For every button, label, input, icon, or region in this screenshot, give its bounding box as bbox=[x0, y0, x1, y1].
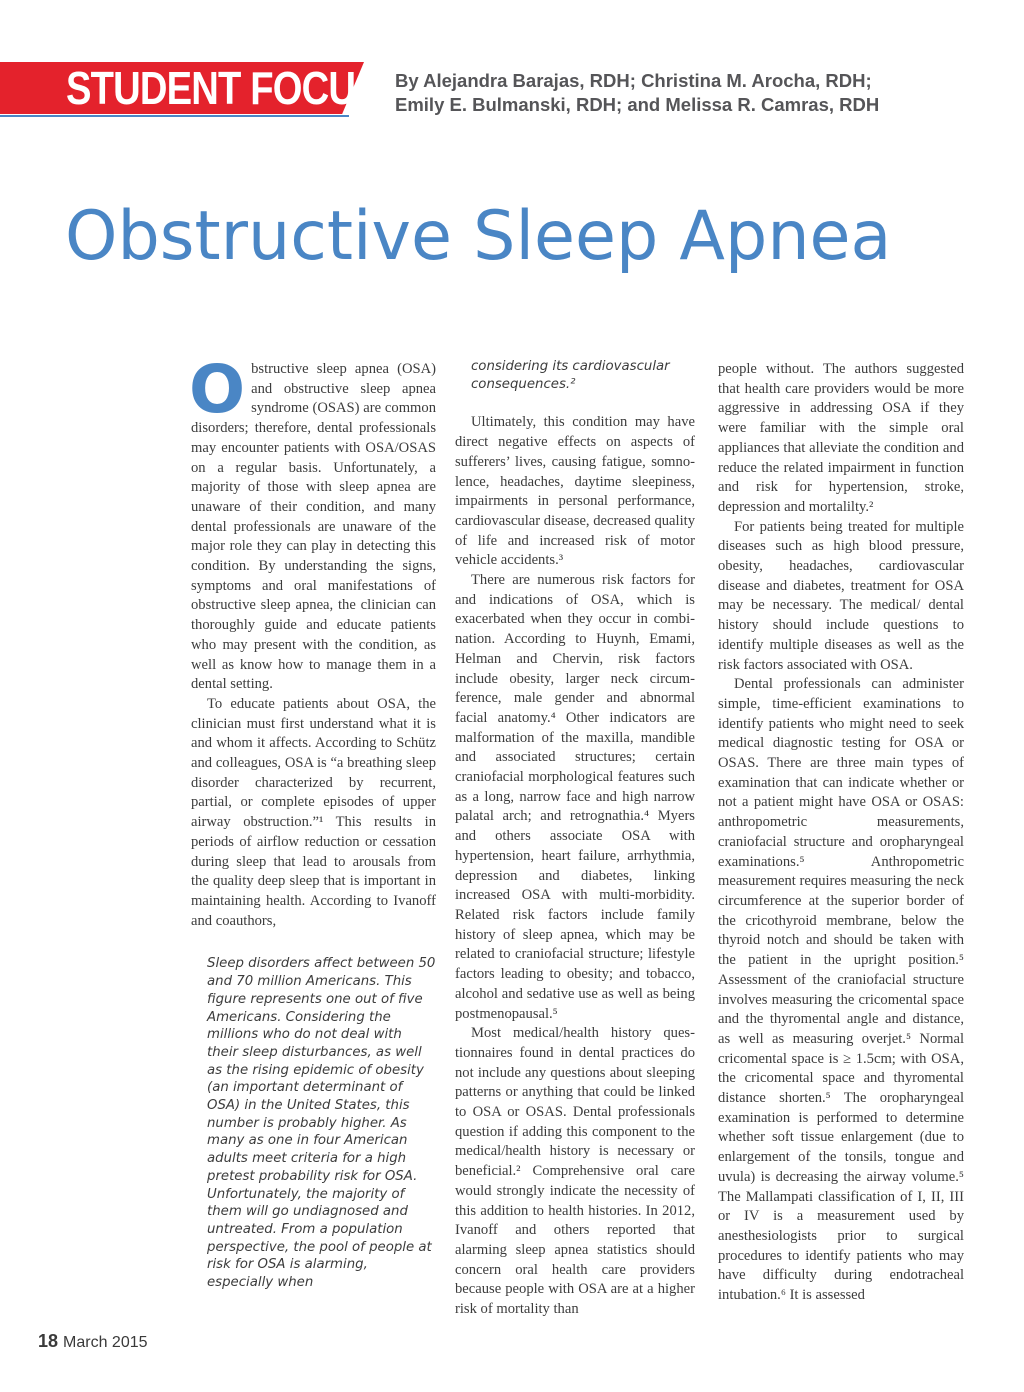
author-byline bbox=[395, 69, 955, 117]
page-footer bbox=[38, 1331, 148, 1352]
article-title: Obstructive Sleep Apnea bbox=[65, 197, 892, 276]
paragraph: people without. The authors suggested that health care providers would be more aggressive in addressing OSA if they were familiar with the simple oral appliances that alleviate the condition and reduce the related impairment in function and risk for hypertension, stroke, depression and mortalilty.² bbox=[718, 361, 964, 515]
block-quote: Sleep disorders affect between 50 and 70 million Americans. This figure represents one out of five Americans. Considering the millions who do not deal with their sleep disturbances, as well as the rising epidemic of obesity (an important determinant of OSA) in the United States, this number is probably higher. As many as one in four American adults meet criteria for a high pretest probability risk for OSA. Unfortunately, the majority of them will go undiagnosed and untreated. From a population perspective, the pool of people at risk for OSA is alarming, especially when bbox=[207, 956, 436, 1291]
section-label: STUDENT FOCUS bbox=[66, 62, 380, 114]
column-1 bbox=[189, 351, 436, 1292]
byline-line-2: Emily E. Bulmanski, RDH; and Melissa R. Camras, RDH bbox=[395, 94, 880, 115]
paragraph: For patients being treated for multiple diseases such as high blood pressure, obesity, headaches, cardiovascular disease and diabetes, treatment for OSA may be necessary. The medical/ dental history should include questions to identify multiple diseases as well as the risk factors associated with OSA. bbox=[718, 518, 964, 673]
intro-text: bstructive sleep apnea (OSA) and obstructive sleep apnea syndrome (OSAS) are common disorders; therefore, dental professionals may encounter patients with OSA/OSAS on a regular basis. Unfortunately, a majority of those with sleep apnea are unaware of their condition, and many dental professionals are unaware of the major role they can play in detecting this condition. By understanding the signs, symptoms and oral manifestations of obstructive sleep apnea, the clinician can thoroughly guide and educate patients who may present with the condition, as well as know how to manage them in a dental setting. bbox=[191, 361, 436, 693]
paragraph: Most medical/health history questionnaires found in dental practices do not include any questions about sleeping patterns or anything that could be linked to OSA or OSAS. Dental professionals question if adding this component to the medical/health history is necessary or beneficial.² Comprehensive oral care would strongly indicate the necessity of this addition to health histories. In 2012, Ivanoff and others reported that alarming sleep apnea statistics should concern oral health care providers because people with OSA are at a higher risk of mortality than bbox=[455, 1025, 695, 1318]
block-quote-continued: considering its cardiovascular consequences.² bbox=[471, 359, 670, 392]
paragraph: Dental professionals can administer simple, time-efficient examinations to identify patients who might need to seek medical diagnostic testing for OSA or OSAS. There are three main types of examination that can indicate whether or not a patient might have OSA or OSAS: anthropometric measurements, craniofacial structure and oropharyngeal examinations.⁵ Anthropometric measurement requires measuring the neck circumference at the superior border of the cricothyroid membrane, below the thyroid notch and should be taken with the patient in the upright position.⁵ Assessment of the craniofacial structure involves measuring the cricomental space and the thyromental angle and distance, as well as measuring overjet.⁵ Normal cricomental space is ≥ 1.5cm; with OSA, the cricomental space and thyromental distance shorten.⁵ The oropharyngeal examination is performed to determine whether soft tissue enlargement (due to enlargement of the tonsils, tongue and uvula) is decreasing the airway volume.⁵ The Mallampati classification of I, II, III or IV is a measurement used by anesthesiologists prior to surgical procedures to identify patients who may have difficulty during endotracheal intubation.⁶ It is assessed bbox=[718, 676, 964, 1304]
paragraph: There are numerous risk factors for and indications of OSA, which is exacerbated when they occur in combination. According to Huynh, Emami, Helman and Chervin, risk factors include obesity, larger neck circumference, male gender and abnormal facial anatomy.⁴ Other indicators are malformation of the maxilla, mandible and associated structures; certain craniofacial morphological features such as a long, narrow face and high narrow palatal arch; and retrognathia.⁴ Myers and others associate OSA with hypertension, heart failure, arrhythmia, depression and diabetes, linking increased OSA with multi-morbidity. Related risk factors include family history of sleep apnea, which may be related to craniofacial structure; lifestyle factors leading to obesity; and tobacco, alcohol and sedative use as well as being postmenopausal.⁵ bbox=[455, 572, 695, 1022]
issue-date: March 2015 bbox=[63, 1334, 148, 1351]
paragraph-intro bbox=[189, 351, 436, 695]
page-number: 18 bbox=[38, 1331, 59, 1351]
drop-cap: O bbox=[189, 351, 246, 428]
column-3 bbox=[718, 360, 964, 1306]
column-2 bbox=[455, 360, 695, 1320]
paragraph: Ultimately, this condition may have direct negative effects on aspects of sufferers’ lives, causing fatigue, somnolence, headaches, daytime sleepiness, impairments in personal performance, cardiovascular disease, decreased quality of life and increased risk of motor vehicle accidents.³ bbox=[455, 414, 695, 569]
paragraph: To educate patients about OSA, the clinician must first understand what it is and whom it affects. According to Schütz and colleagues, OSA is “a breathing sleep disorder characterized by recurrent, partial, or complete episodes of upper airway obstruction.”¹ This results in periods of airflow reduction or cessation during sleep that lead to arousals from the quality deep sleep that is important in maintaining health. According to Ivanoff and coauthors, bbox=[191, 695, 436, 929]
banner-underline bbox=[0, 115, 349, 117]
byline-line-1: By Alejandra Barajas, RDH; Christina M. Arocha, RDH; bbox=[395, 70, 872, 91]
